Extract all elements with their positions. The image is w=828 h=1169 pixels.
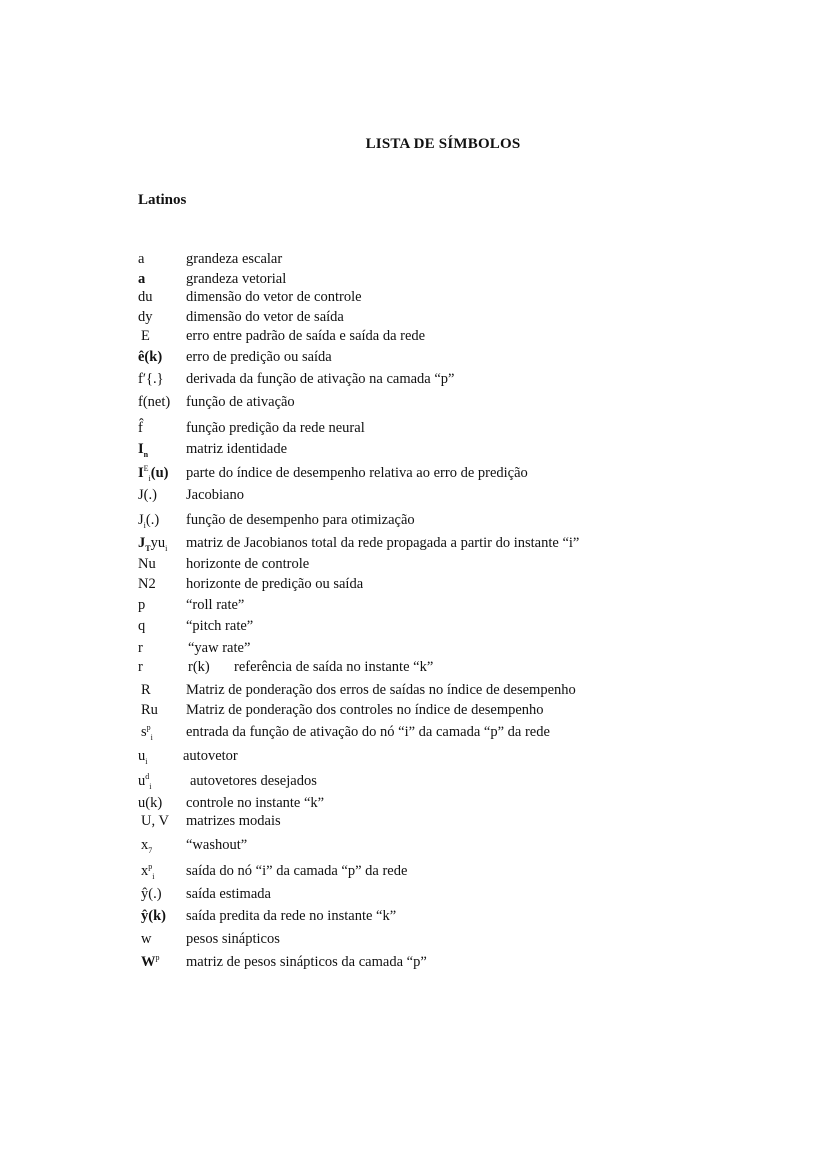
description: saída estimada [186,886,271,902]
description: função de ativação [186,394,295,410]
symbol: r [138,640,143,656]
symbol: u(k) [138,795,163,811]
symbol: E [141,328,150,344]
symbol: w [141,931,152,947]
description: Matriz de ponderação dos controles no índice de desempenho [186,702,544,718]
description: erro de predição ou saída [186,349,332,365]
description: função predição da rede neural [186,420,365,436]
symbol: N2 [138,576,156,592]
symbol: J(.) [138,487,157,503]
symbol: $J_Tyu_i$ [138,535,168,553]
description: erro entre padrão de saída e saída da rede [186,328,426,344]
symbol: a [138,251,145,267]
description: horizonte de controle [186,556,310,572]
description: referência de saída no instante “k” [234,659,434,675]
symbol: p [138,597,146,613]
symbol: q [138,618,146,634]
description: Matriz de ponderação dos erros de saídas no índice de desempenho [186,682,576,698]
description: saída predita da rede no instante “k” [186,908,397,924]
description: dimensão do vetor de controle [186,289,362,305]
symbol: du [138,289,153,305]
symbol: $I_n$ [138,441,149,459]
description: saída do nó “i” da camada “p” da rede [186,863,408,879]
description: matriz de pesos sinápticos da camada “p” [186,954,427,970]
symbol-secondary: r(k) [188,659,210,675]
symbol: dy [138,309,153,325]
symbol: a [138,271,146,287]
symbol: ŷ(.) [141,886,162,902]
symbol: Nu [138,556,156,572]
symbol: f′{.} [138,371,164,387]
description: matriz de Jacobianos total da rede propagada a partir do instante “i” [186,535,580,551]
description: autovetor [183,748,238,764]
description: “roll rate” [186,597,245,613]
description: “washout” [186,837,248,853]
description: pesos sinápticos [186,931,280,947]
symbol: $s^p_i$ [141,723,153,742]
symbol: Ru [141,702,158,718]
description: matriz identidade [186,441,288,457]
section-heading: Latinos [138,192,187,208]
symbol: $J_i(.)$ [138,512,160,530]
description: “yaw rate” [188,640,251,656]
symbol: f(net) [138,394,171,410]
page-title: LISTA DE SÍMBOLOS [365,136,521,152]
description: horizonte de predição ou saída [186,576,364,592]
symbol: $x_7$ [141,837,153,855]
symbol: U, V [141,813,169,829]
symbol: R [141,682,151,698]
description: dimensão do vetor de saída [186,309,344,325]
description: função de desempenho para otimização [186,512,415,528]
description: entrada da função de ativação do nó “i” da camada “p” da rede [186,724,550,740]
symbol: ê(k) [138,349,163,365]
symbol: $x^p_i$ [141,862,155,881]
description: matrizes modais [186,813,281,829]
symbol: $u^d_i$ [138,772,152,791]
symbol: f̂ [138,420,143,436]
description: “pitch rate” [186,618,254,634]
description: grandeza escalar [186,251,283,267]
symbol: $I^E_i(u)$ [138,464,169,483]
description: controle no instante “k” [186,795,325,811]
description: derivada da função de ativação na camada “p” [186,371,455,387]
symbol: $W^p$ [141,953,160,970]
symbol: r [138,659,143,675]
description: parte do índice de desempenho relativa ao erro de predição [186,465,528,481]
symbol: $u_i$ [138,748,148,766]
symbol: ŷ(k) [141,908,166,924]
description: Jacobiano [186,487,244,503]
description: grandeza vetorial [186,271,287,287]
description: autovetores desejados [190,773,317,789]
